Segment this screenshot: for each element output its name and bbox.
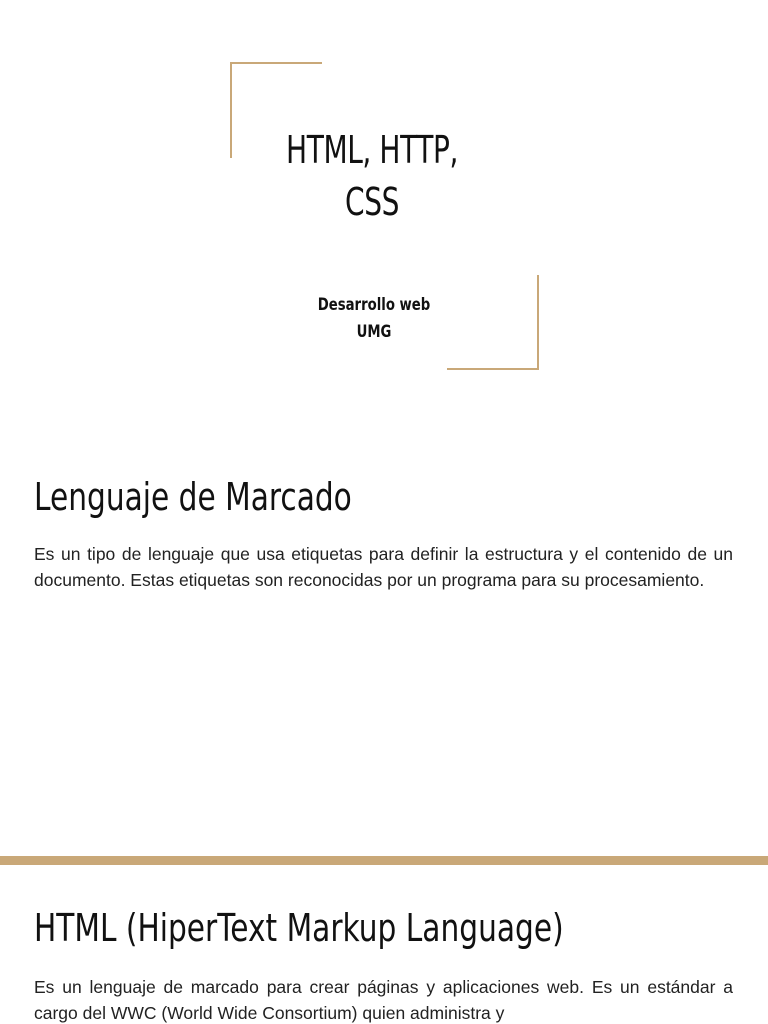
subtitle-line-2: UMG bbox=[356, 322, 392, 342]
subtitle-line-1: Desarrollo web bbox=[317, 295, 431, 315]
decorative-corner-bracket-bottom-right bbox=[447, 275, 539, 370]
title-line-1: HTML, HTTP, bbox=[286, 128, 458, 172]
title-line-2: CSS bbox=[345, 180, 399, 224]
slide-heading: HTML (HiperText Markup Language) bbox=[34, 906, 564, 950]
presentation-subtitle bbox=[296, 292, 452, 346]
presentation-title bbox=[256, 124, 489, 228]
markup-language-slide bbox=[0, 432, 768, 856]
slide-body-text: Es un tipo de lenguaje que usa etiquetas para definir la estructura y el contenido de un documento. Estas etiquetas son reconocidas por un programa para su procesamiento. bbox=[34, 544, 733, 590]
slide-heading: Lenguaje de Marcado bbox=[34, 475, 352, 519]
html-slide bbox=[0, 865, 768, 1024]
title-slide bbox=[0, 0, 768, 432]
slide-body-text: Es un lenguaje de marcado para crear páginas y aplicaciones web. Es un estándar a cargo del WWC (World Wide Consortium) quien administra y bbox=[34, 977, 733, 1023]
slide-separator bbox=[0, 856, 768, 865]
